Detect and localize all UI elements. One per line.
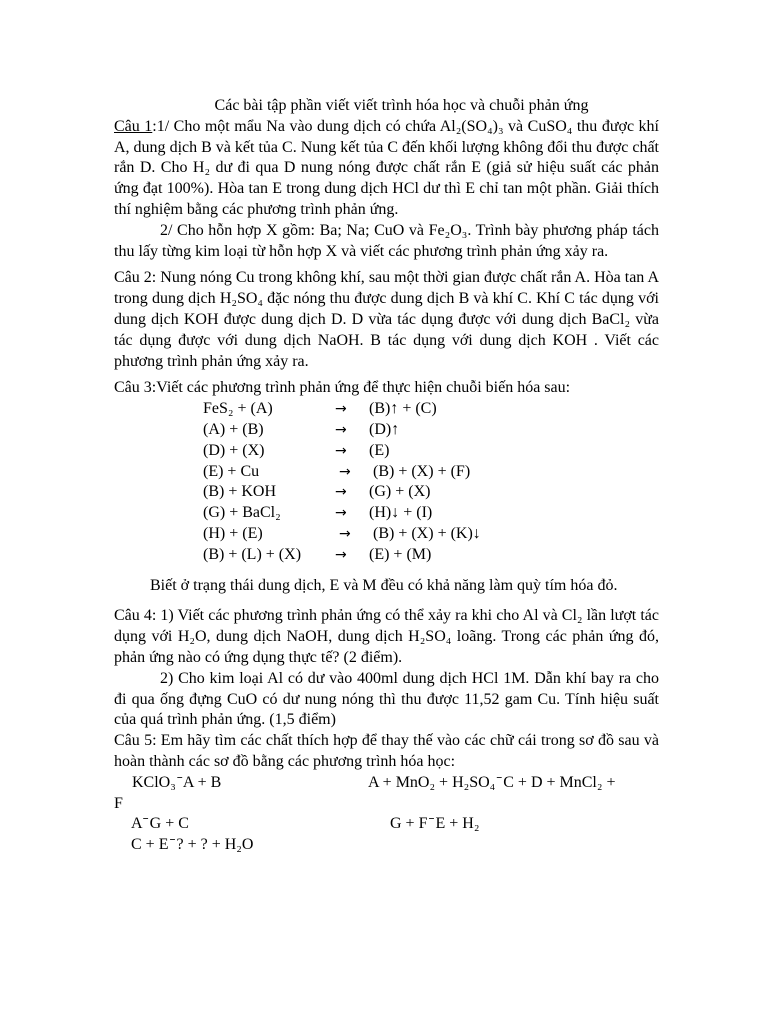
question-1-label: Câu 1 <box>114 117 153 135</box>
scheme-row-3: C + E ̄ ? + ? + H₂O <box>131 836 254 854</box>
arrow-icon: → <box>335 401 347 418</box>
document-body <box>114 96 659 856</box>
arrow-icon: → <box>335 421 347 438</box>
arrow-icon: → <box>335 442 347 459</box>
reaction-chain <box>203 399 659 565</box>
question-5-intro: Câu 5: Em hãy tìm các chất thích hợp để thay thế vào các chữ cái trong sơ đồ sau và hoàn thành các sơ đồ bằng các phương trình hóa học: <box>114 732 659 770</box>
question-4-part-1: Câu 4: 1) Viết các phương trình phản ứng có thể xảy ra khi cho Al và Cl₂ lần lượt tác dụng với H₂O, dung dịch NaOH, dung dịch H₂SO₄ loãng. Trong các phản ứng đó, phản ứng nào có ứng dụng thực tế? (2 điểm). <box>114 607 659 666</box>
scheme-row-2: A ̄ G + C G + F ̄ E + H₂ <box>131 815 480 833</box>
question-1-part-1-text: :1/ Cho một mẩu Na vào dung dịch có chứa Al₂(SO₄)₃ và CuSO₄ thu được khí A, dung dịch B và kết tủa C. Nung kết tủa C đến khối lượng không đổi thu được chất rắn D. Cho H₂ dư đi qua D nung nóng được chất rắn E (giả sử hiệu suất các phản ứng đạt 100%). Hòa tan E trong dung dịch HCl dư thì E chỉ tan một phần. Giải thích thí nghiệm bằng các phương trình phản ứng. <box>114 117 659 218</box>
reaction-equation: (H) + (E) → (B) + (X) + (K)↓ <box>203 524 659 545</box>
question-3-intro: Câu 3:Viết các phương trình phản ứng để thực hiện chuỗi biến hóa sau: <box>114 379 571 397</box>
reaction-equation: (B) + (L) + (X) → (E) + (M) <box>203 545 659 566</box>
scheme-row-1: KClO₃ ̄ A + B A + MnO₂ + H₂SO₄ ̄ C + D + MnCl₂ + <box>132 773 616 791</box>
scheme-row-1-wrap: F <box>114 794 123 812</box>
question-2: Câu 2: Nung nóng Cu trong không khí, sau một thời gian được chất rắn A. Hòa tan A trong dung dịch H₂SO₄ đặc nóng thu được dung dịch B và khí C. Khí C tác dụng với dung dịch KOH được dung dịch D. D vừa tác dụng được với dung dịch BaCl₂ vừa tác dụng được với dung dịch NaOH. B tác dụng với dung dịch KOH . Viết các phương trình phản ứng xảy ra. <box>114 269 659 370</box>
arrow-icon: → <box>335 505 347 522</box>
question-4-part-2: 2) Cho kim loại Al có dư vào 400ml dung dịch HCl 1M. Dẫn khí bay ra cho đi qua ống đựng CuO có dư nung nóng thì thu được 11,52 gam Cu. Tính hiệu suất của quá trình phản ứng. (1,5 điểm) <box>114 669 659 729</box>
reaction-equation: (E) + Cu → (B) + (X) + (F) <box>203 462 659 483</box>
arrow-icon: → <box>339 525 351 542</box>
reaction-equation: (A) + (B) → (D)↑ <box>203 420 659 441</box>
arrow-icon: → <box>335 546 347 563</box>
reaction-equation: (D) + (X) → (E) <box>203 441 659 462</box>
page-title: Các bài tập phần viết viết trình hóa học và chuỗi phản ứng <box>214 97 589 114</box>
arrow-icon: → <box>339 463 351 480</box>
question-1-part-1 <box>114 117 659 221</box>
reaction-equation: (G) + BaCl₂ → (H)↓ + (I) <box>203 503 659 524</box>
reaction-equation: (B) + KOH → (G) + (X) <box>203 482 659 503</box>
question-3-note: Biết ở trạng thái dung dịch, E và M đều có khả năng làm quỳ tím hóa đỏ. <box>150 576 618 594</box>
arrow-icon: → <box>335 484 347 501</box>
question-1-part-2: 2/ Cho hỗn hợp X gồm: Ba; Na; CuO và Fe₂O₃. Trình bày phương pháp tách thu lấy từng kim loại từ hỗn hợp X và viết các phương trình phản ứng xảy ra. <box>114 221 659 260</box>
reaction-equation: FeS₂ + (A) → (B)↑ + (C) <box>203 399 659 420</box>
